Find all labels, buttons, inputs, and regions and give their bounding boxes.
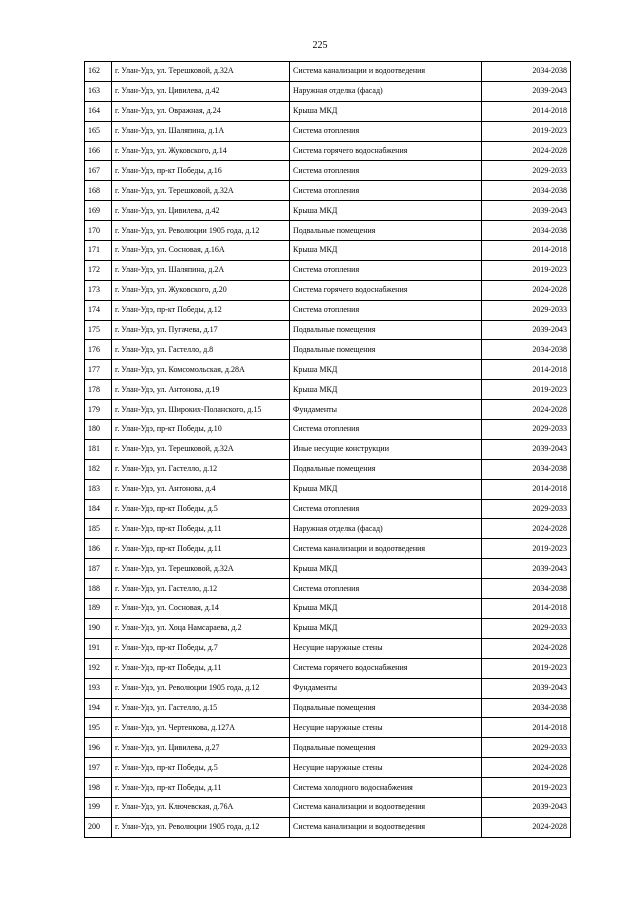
period-cell: 2024-2028	[482, 519, 571, 539]
address-cell: г. Улан-Удэ, ул. Комсомольская, д.28А	[112, 360, 290, 380]
work-type-cell: Система отопления	[290, 420, 482, 440]
address-cell: г. Улан-Удэ, пр-кт Победы, д.10	[112, 420, 290, 440]
registry-table	[84, 61, 571, 838]
period-cell: 2029-2033	[482, 161, 571, 181]
table-row	[85, 539, 571, 559]
work-type-cell: Подвальные помещения	[290, 340, 482, 360]
address-cell: г. Улан-Удэ, ул. Терешковой, д.32А	[112, 62, 290, 82]
table-row	[85, 101, 571, 121]
work-type-cell: Система отопления	[290, 161, 482, 181]
work-type-cell: Система канализации и водоотведения	[290, 539, 482, 559]
period-cell: 2029-2033	[482, 499, 571, 519]
row-number-cell: 184	[85, 499, 112, 519]
address-cell: г. Улан-Удэ, ул. Овражная, д.24	[112, 101, 290, 121]
row-number-cell: 179	[85, 400, 112, 420]
table-row	[85, 201, 571, 221]
address-cell: г. Улан-Удэ, ул. Сосновая, д.16А	[112, 241, 290, 261]
address-cell: г. Улан-Удэ, пр-кт Победы, д.5	[112, 499, 290, 519]
period-cell: 2024-2028	[482, 638, 571, 658]
row-number-cell: 166	[85, 141, 112, 161]
row-number-cell: 172	[85, 260, 112, 280]
table-row	[85, 300, 571, 320]
row-number-cell: 168	[85, 181, 112, 201]
work-type-cell: Система отопления	[290, 121, 482, 141]
address-cell: г. Улан-Удэ, ул. Гастелло, д.8	[112, 340, 290, 360]
address-cell: г. Улан-Удэ, пр-кт Победы, д.16	[112, 161, 290, 181]
period-cell: 2019-2023	[482, 658, 571, 678]
period-cell: 2019-2023	[482, 778, 571, 798]
work-type-cell: Подвальные помещения	[290, 221, 482, 241]
row-number-cell: 170	[85, 221, 112, 241]
table-row	[85, 241, 571, 261]
table-row	[85, 519, 571, 539]
period-cell: 2024-2028	[482, 817, 571, 837]
work-type-cell: Подвальные помещения	[290, 738, 482, 758]
work-type-cell: Крыша МКД	[290, 479, 482, 499]
table-row	[85, 320, 571, 340]
row-number-cell: 163	[85, 81, 112, 101]
table-row	[85, 161, 571, 181]
table-row	[85, 618, 571, 638]
row-number-cell: 162	[85, 62, 112, 82]
period-cell: 2034-2038	[482, 221, 571, 241]
address-cell: г. Улан-Удэ, ул. Гастелло, д.12	[112, 459, 290, 479]
table-row	[85, 141, 571, 161]
work-type-cell: Крыша МКД	[290, 241, 482, 261]
table-row	[85, 599, 571, 619]
table-row	[85, 758, 571, 778]
work-type-cell: Крыша МКД	[290, 201, 482, 221]
work-type-cell: Система отопления	[290, 579, 482, 599]
address-cell: г. Улан-Удэ, ул. Цивилева, д.42	[112, 81, 290, 101]
period-cell: 2029-2033	[482, 300, 571, 320]
period-cell: 2039-2043	[482, 559, 571, 579]
table-row	[85, 817, 571, 837]
table-row	[85, 738, 571, 758]
table-row	[85, 62, 571, 82]
row-number-cell: 194	[85, 698, 112, 718]
address-cell: г. Улан-Удэ, пр-кт Победы, д.11	[112, 778, 290, 798]
address-cell: г. Улан-Удэ, ул. Терешковой, д.32А	[112, 439, 290, 459]
address-cell: г. Улан-Удэ, ул. Революции 1905 года, д.12	[112, 817, 290, 837]
address-cell: г. Улан-Удэ, ул. Пугачева, д.17	[112, 320, 290, 340]
work-type-cell: Система отопления	[290, 181, 482, 201]
table-row	[85, 280, 571, 300]
row-number-cell: 185	[85, 519, 112, 539]
work-type-cell: Крыша МКД	[290, 360, 482, 380]
period-cell: 2014-2018	[482, 599, 571, 619]
table-row	[85, 260, 571, 280]
address-cell: г. Улан-Удэ, ул. Сосновая, д.14	[112, 599, 290, 619]
address-cell: г. Улан-Удэ, пр-кт Победы, д.7	[112, 638, 290, 658]
work-type-cell: Иные несущие конструкции	[290, 439, 482, 459]
work-type-cell: Система отопления	[290, 499, 482, 519]
address-cell: г. Улан-Удэ, ул. Гастелло, д.15	[112, 698, 290, 718]
period-cell: 2034-2038	[482, 698, 571, 718]
period-cell: 2024-2028	[482, 400, 571, 420]
period-cell: 2039-2043	[482, 201, 571, 221]
work-type-cell: Наружная отделка (фасад)	[290, 519, 482, 539]
period-cell: 2034-2038	[482, 340, 571, 360]
period-cell: 2024-2028	[482, 758, 571, 778]
table-row	[85, 360, 571, 380]
address-cell: г. Улан-Удэ, ул. Ключевская, д.76А	[112, 797, 290, 817]
period-cell: 2014-2018	[482, 360, 571, 380]
work-type-cell: Система канализации и водоотведения	[290, 797, 482, 817]
table-row	[85, 698, 571, 718]
period-cell: 2024-2028	[482, 141, 571, 161]
period-cell: 2014-2018	[482, 241, 571, 261]
address-cell: г. Улан-Удэ, ул. Антонова, д.19	[112, 380, 290, 400]
row-number-cell: 182	[85, 459, 112, 479]
table-row	[85, 380, 571, 400]
period-cell: 2014-2018	[482, 718, 571, 738]
page-number: 225	[312, 40, 328, 51]
work-type-cell: Крыша МКД	[290, 380, 482, 400]
table-row	[85, 400, 571, 420]
table-row	[85, 81, 571, 101]
table-row	[85, 479, 571, 499]
row-number-cell: 193	[85, 678, 112, 698]
row-number-cell: 191	[85, 638, 112, 658]
work-type-cell: Крыша МКД	[290, 101, 482, 121]
address-cell: г. Улан-Удэ, ул. Революции 1905 года, д.12	[112, 678, 290, 698]
work-type-cell: Система горячего водоснабжения	[290, 141, 482, 161]
address-cell: г. Улан-Удэ, пр-кт Победы, д.11	[112, 658, 290, 678]
address-cell: г. Улан-Удэ, ул. Широких-Поланского, д.15	[112, 400, 290, 420]
table-row	[85, 638, 571, 658]
period-cell: 2039-2043	[482, 797, 571, 817]
work-type-cell: Подвальные помещения	[290, 320, 482, 340]
period-cell: 2019-2023	[482, 380, 571, 400]
row-number-cell: 198	[85, 778, 112, 798]
row-number-cell: 164	[85, 101, 112, 121]
registry-table-body	[85, 62, 571, 838]
period-cell: 2014-2018	[482, 479, 571, 499]
row-number-cell: 176	[85, 340, 112, 360]
work-type-cell: Крыша МКД	[290, 559, 482, 579]
address-cell: г. Улан-Удэ, ул. Жуковского, д.20	[112, 280, 290, 300]
period-cell: 2019-2023	[482, 121, 571, 141]
address-cell: г. Улан-Удэ, ул. Антонова, д.4	[112, 479, 290, 499]
work-type-cell: Подвальные помещения	[290, 459, 482, 479]
period-cell: 2029-2033	[482, 420, 571, 440]
table-row	[85, 181, 571, 201]
address-cell: г. Улан-Удэ, пр-кт Победы, д.12	[112, 300, 290, 320]
work-type-cell: Система канализации и водоотведения	[290, 817, 482, 837]
table-row	[85, 420, 571, 440]
address-cell: г. Улан-Удэ, ул. Жуковского, д.14	[112, 141, 290, 161]
row-number-cell: 187	[85, 559, 112, 579]
work-type-cell: Система горячего водоснабжения	[290, 658, 482, 678]
address-cell: г. Улан-Удэ, ул. Цивилева, д.42	[112, 201, 290, 221]
work-type-cell: Крыша МКД	[290, 618, 482, 638]
table-row	[85, 439, 571, 459]
row-number-cell: 186	[85, 539, 112, 559]
row-number-cell: 173	[85, 280, 112, 300]
table-row	[85, 797, 571, 817]
row-number-cell: 192	[85, 658, 112, 678]
work-type-cell: Наружная отделка (фасад)	[290, 81, 482, 101]
work-type-cell: Система горячего водоснабжения	[290, 280, 482, 300]
address-cell: г. Улан-Удэ, ул. Чертенкова, д.127А	[112, 718, 290, 738]
period-cell: 2029-2033	[482, 618, 571, 638]
period-cell: 2029-2033	[482, 738, 571, 758]
period-cell: 2039-2043	[482, 678, 571, 698]
work-type-cell: Несущие наружные стены	[290, 758, 482, 778]
row-number-cell: 196	[85, 738, 112, 758]
address-cell: г. Улан-Удэ, ул. Цивилева, д.27	[112, 738, 290, 758]
row-number-cell: 195	[85, 718, 112, 738]
work-type-cell: Крыша МКД	[290, 599, 482, 619]
row-number-cell: 175	[85, 320, 112, 340]
period-cell: 2034-2038	[482, 459, 571, 479]
period-cell: 2019-2023	[482, 539, 571, 559]
row-number-cell: 167	[85, 161, 112, 181]
address-cell: г. Улан-Удэ, ул. Революции 1905 года, д.12	[112, 221, 290, 241]
period-cell: 2039-2043	[482, 81, 571, 101]
address-cell: г. Улан-Удэ, ул. Терешковой, д.32А	[112, 559, 290, 579]
row-number-cell: 190	[85, 618, 112, 638]
row-number-cell: 177	[85, 360, 112, 380]
work-type-cell: Подвальные помещения	[290, 698, 482, 718]
period-cell: 2024-2028	[482, 280, 571, 300]
address-cell: г. Улан-Удэ, ул. Терешковой, д.32А	[112, 181, 290, 201]
address-cell: г. Улан-Удэ, ул. Шаляпина, д.1А	[112, 121, 290, 141]
row-number-cell: 188	[85, 579, 112, 599]
table-row	[85, 499, 571, 519]
row-number-cell: 199	[85, 797, 112, 817]
work-type-cell: Система отопления	[290, 260, 482, 280]
work-type-cell: Фундаменты	[290, 678, 482, 698]
row-number-cell: 169	[85, 201, 112, 221]
table-row	[85, 459, 571, 479]
address-cell: г. Улан-Удэ, пр-кт Победы, д.5	[112, 758, 290, 778]
address-cell: г. Улан-Удэ, пр-кт Победы, д.11	[112, 539, 290, 559]
row-number-cell: 181	[85, 439, 112, 459]
period-cell: 2039-2043	[482, 320, 571, 340]
work-type-cell: Система холодного водоснабжения	[290, 778, 482, 798]
address-cell: г. Улан-Удэ, пр-кт Победы, д.11	[112, 519, 290, 539]
table-row	[85, 559, 571, 579]
work-type-cell: Система канализации и водоотведения	[290, 62, 482, 82]
row-number-cell: 178	[85, 380, 112, 400]
period-cell: 2034-2038	[482, 181, 571, 201]
table-row	[85, 121, 571, 141]
work-type-cell: Несущие наружные стены	[290, 718, 482, 738]
row-number-cell: 200	[85, 817, 112, 837]
row-number-cell: 189	[85, 599, 112, 619]
address-cell: г. Улан-Удэ, ул. Хоца Намсараева, д.2	[112, 618, 290, 638]
table-row	[85, 340, 571, 360]
row-number-cell: 174	[85, 300, 112, 320]
table-row	[85, 658, 571, 678]
table-row	[85, 221, 571, 241]
period-cell: 2034-2038	[482, 62, 571, 82]
period-cell: 2019-2023	[482, 260, 571, 280]
period-cell: 2039-2043	[482, 439, 571, 459]
row-number-cell: 171	[85, 241, 112, 261]
period-cell: 2034-2038	[482, 579, 571, 599]
row-number-cell: 183	[85, 479, 112, 499]
row-number-cell: 197	[85, 758, 112, 778]
address-cell: г. Улан-Удэ, ул. Шаляпина, д.2А	[112, 260, 290, 280]
table-row	[85, 718, 571, 738]
work-type-cell: Система отопления	[290, 300, 482, 320]
row-number-cell: 165	[85, 121, 112, 141]
address-cell: г. Улан-Удэ, ул. Гастелло, д.12	[112, 579, 290, 599]
table-row	[85, 579, 571, 599]
table-row	[85, 678, 571, 698]
work-type-cell: Фундаменты	[290, 400, 482, 420]
table-row	[85, 778, 571, 798]
work-type-cell: Несущие наружные стены	[290, 638, 482, 658]
row-number-cell: 180	[85, 420, 112, 440]
period-cell: 2014-2018	[482, 101, 571, 121]
